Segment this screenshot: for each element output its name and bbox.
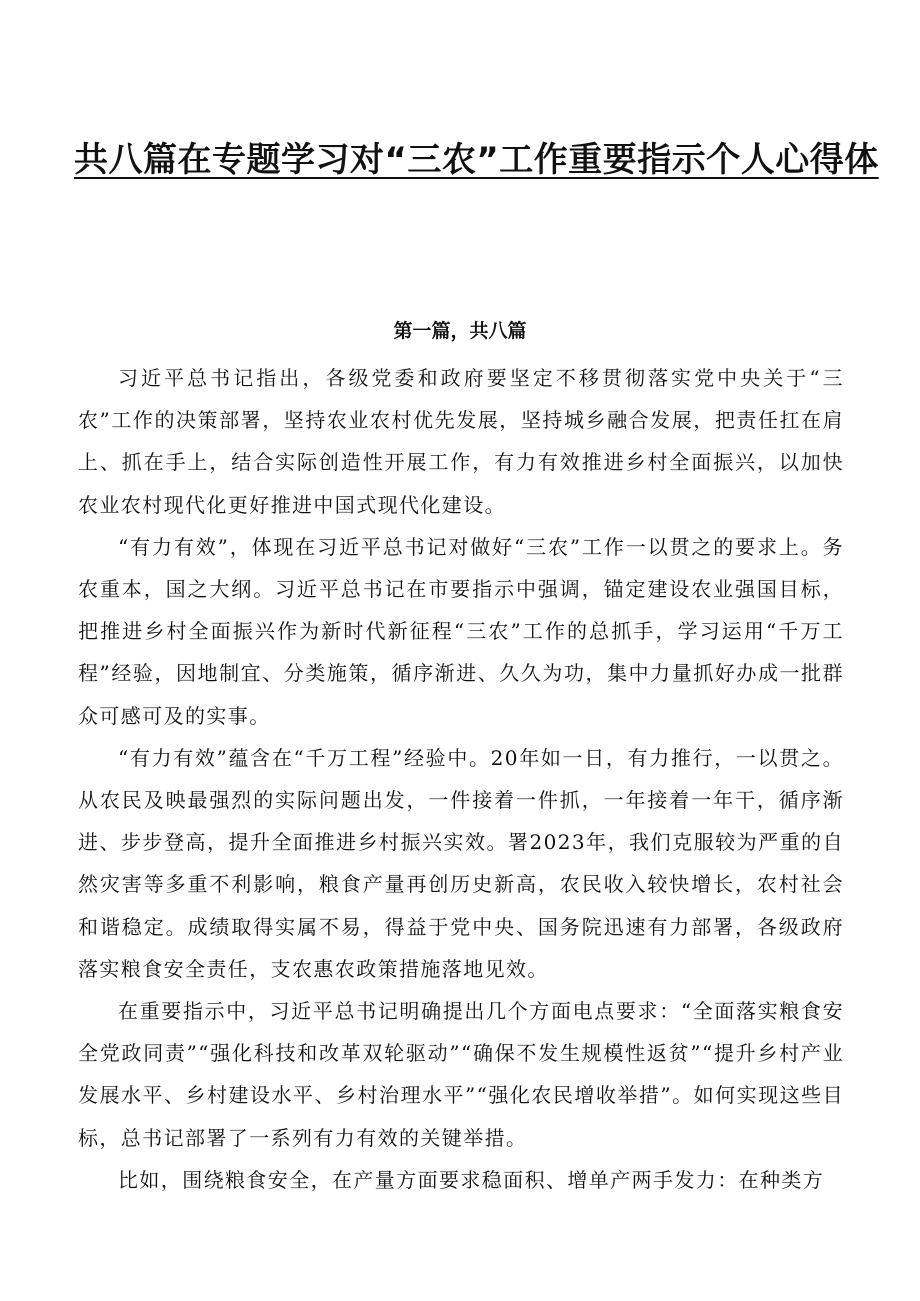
paragraph: 在重要指示中，习近平总书记明确提出几个方面电点要求：“全面落实粮食安全党政同责”“强化科技和改革双轮驱动”“确保不发生规模性返贫”“提升乡村产业发展水平、乡村建设水平、乡村治理水平”“强化农民增收举措”。如何实现这些目标，总书记部署了一系列有力有效的关键举措。 xyxy=(78,999,844,1150)
paragraph: 习近平总书记指出，各级党委和政府要坚定不移贯彻落实党中央关于“三农”工作的决策部署，坚持农业农村优先发展，坚持城乡融合发展，把责任扛在肩上、抓在手上，结合实际创造性开展工作，有力有效推进乡村全面振兴，以加快农业农村现代化更好推进中国式现代化建设。 xyxy=(78,366,844,517)
paragraph: 比如，围绕粮食安全，在产量方面要求稳面积、增单产两手发力：在种类方 xyxy=(118,1167,825,1192)
document-title: 共八篇在专题学习对“三农”工作重要指示个人心得体 xyxy=(74,140,879,180)
paragraph: “有力有效”，体现在习近平总书记对做好“三农”工作一以贯之的要求上。务农重本，国之大纲。习近平总书记在市要指示中强调，锚定建设农业强国目标，把推进乡村全面振兴作为新时代新征程“三农”工作的总抓手，学习运用“千万工程”经验，因地制宜、分类施策，循序渐进、久久为功，集中力量抓好办成一批群众可感可及的实事。 xyxy=(78,534,844,728)
paragraph: “有力有效”蕴含在“千万工程”经验中。20年如一日，有力推行，一以贯之。从农民及映最强烈的实际问题出发，一件接着一件抓，一年接着一年干，循序渐进、步步登高，提升全面推进乡村振兴实效。署2023年，我们克服较为严重的自然灾害等多重不利影响，粮食产量再创历史新高，农民收入较快增长，农村社会和谐稳定。成绩取得实属不易，得益于党中央、国务院迅速有力部署，各级政府落实粮食安全责任，支农惠农政策措施落地见效。 xyxy=(78,745,844,981)
document-body xyxy=(78,357,844,1201)
section-heading: 第一篇，共八篇 xyxy=(393,320,527,342)
